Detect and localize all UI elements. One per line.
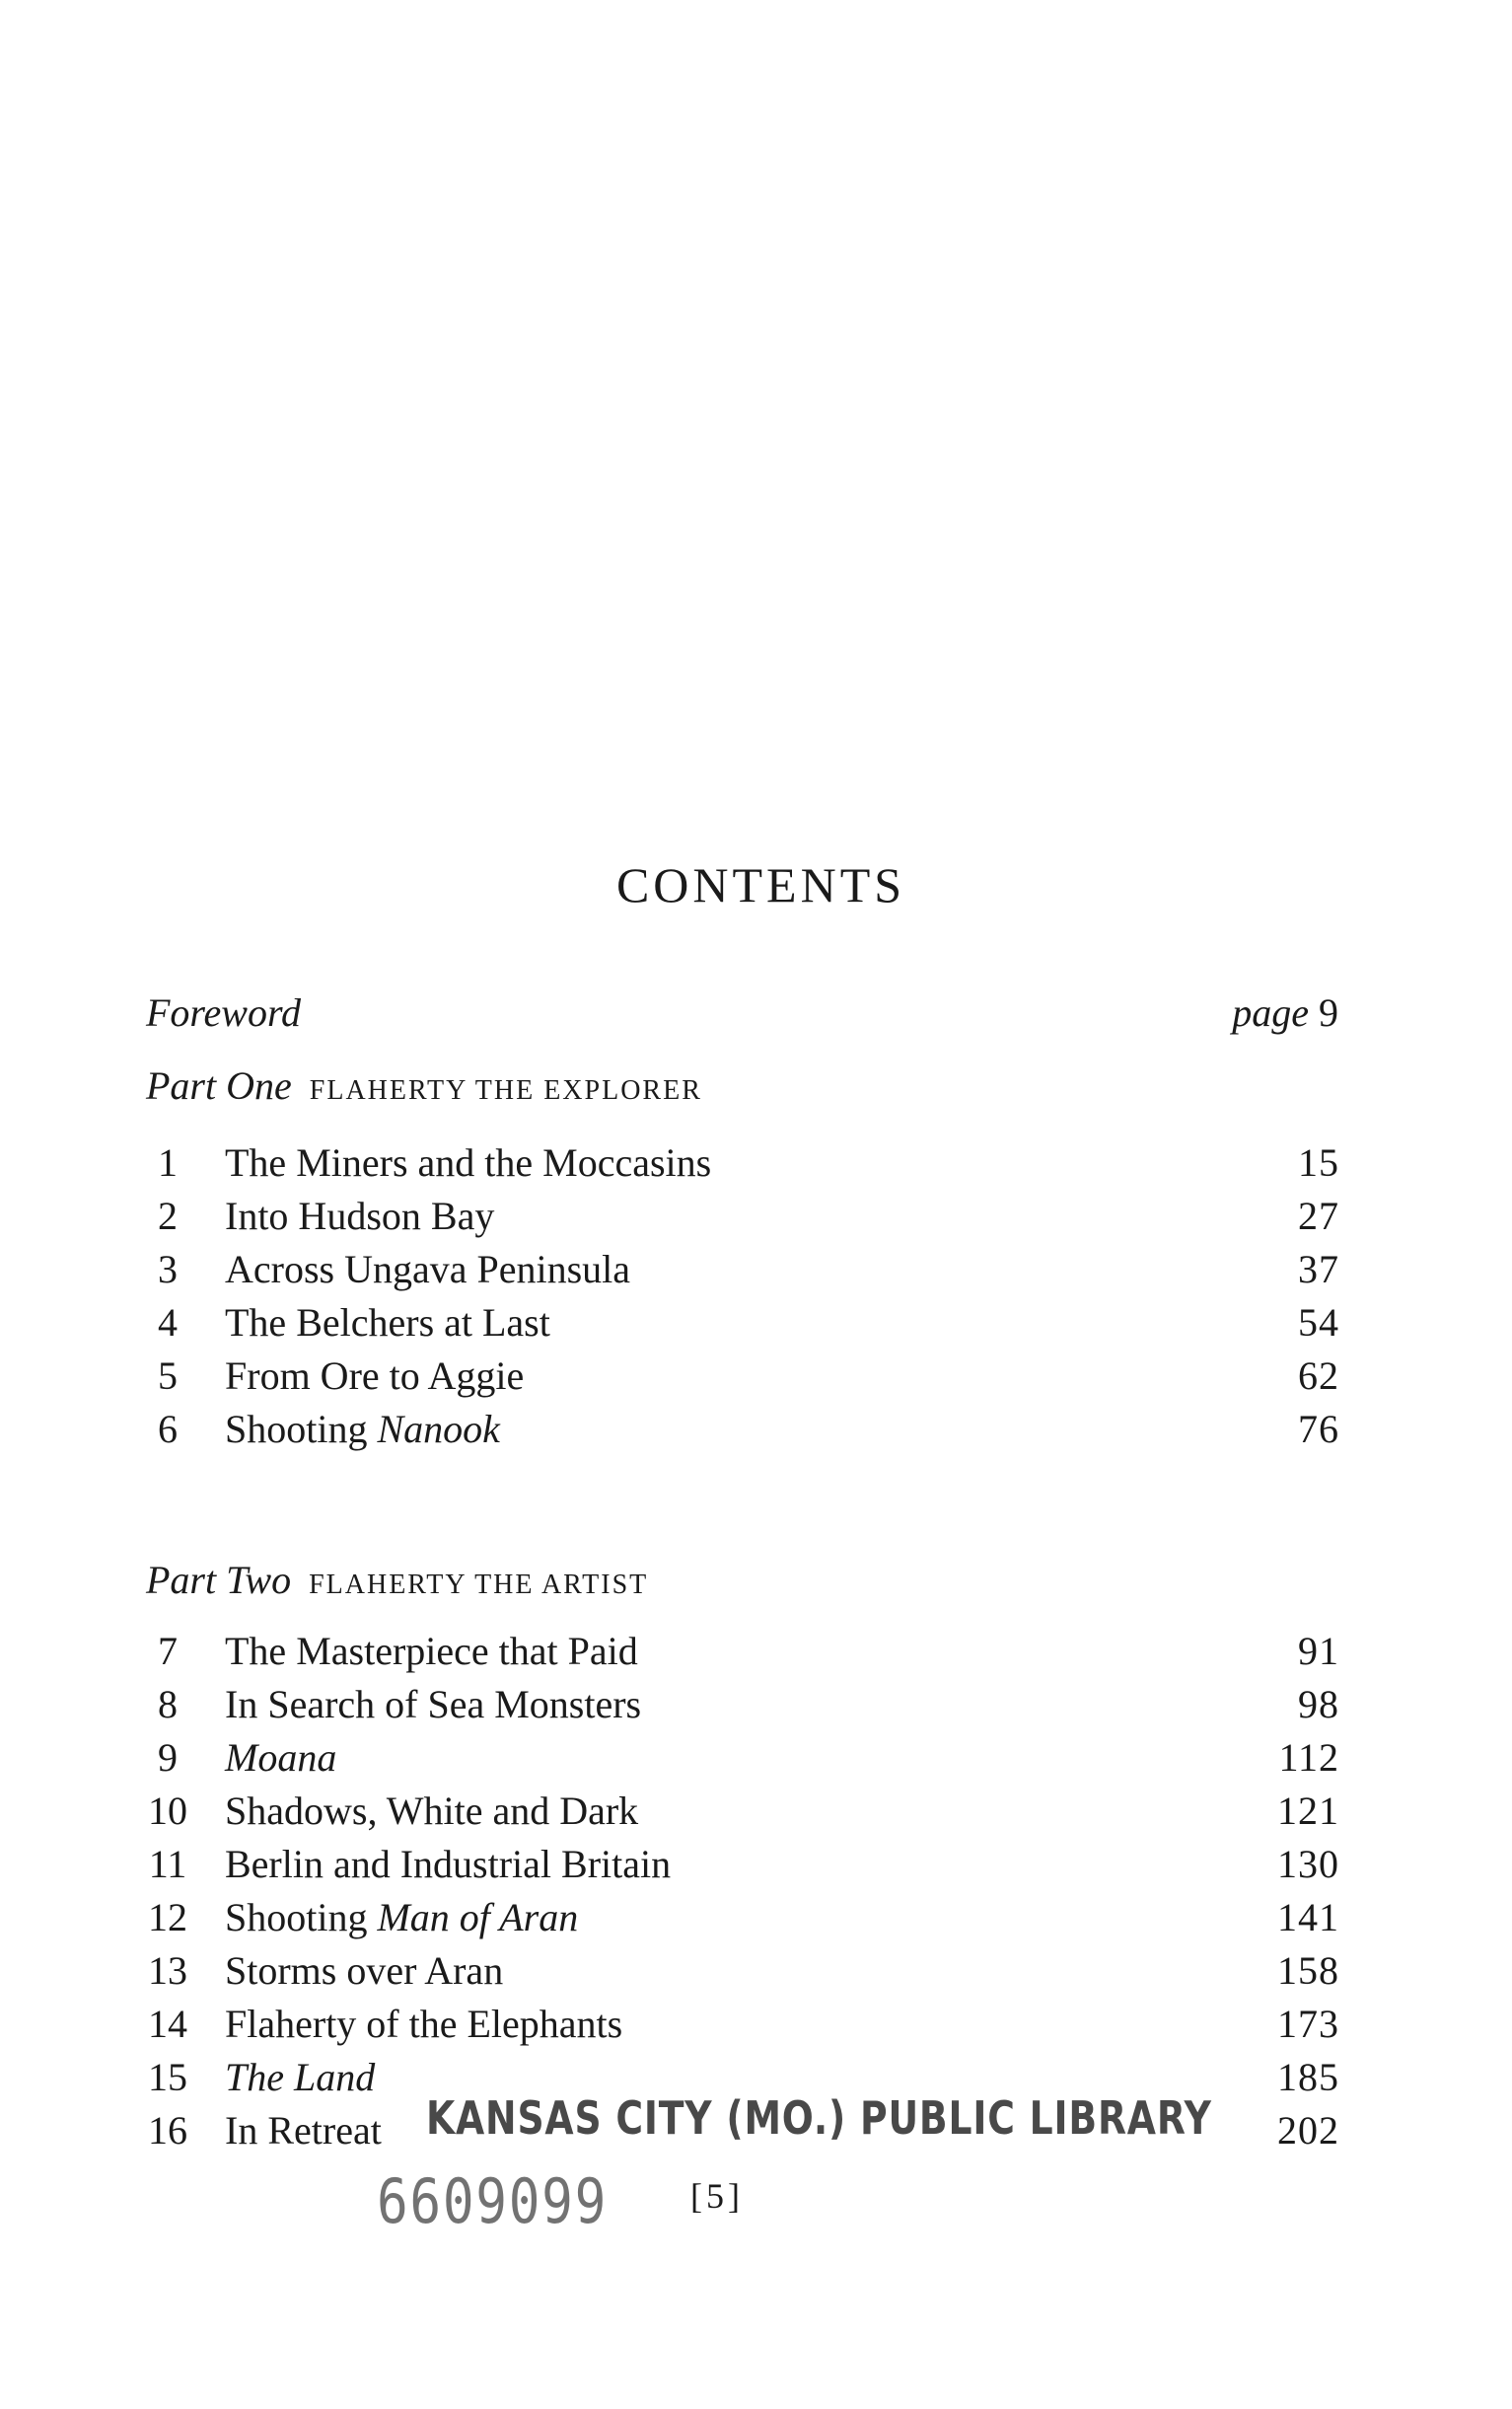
chapter-number: 13: [148, 1948, 187, 1993]
chapter-title: In Retreat: [225, 2108, 382, 2153]
chapter-number: 3: [158, 1247, 178, 1291]
chapter-page: 141: [1277, 1895, 1339, 1939]
part-one-name: FLAHERTY THE EXPLORER: [309, 1075, 702, 1106]
chapter-page: 112: [1278, 1735, 1339, 1780]
chapter-title-plain: Shooting: [225, 1895, 378, 1939]
toc-row: [0, 1947, 1512, 1999]
chapter-title: The Belchers at Last: [225, 1300, 550, 1345]
chapter-number: 4: [158, 1300, 178, 1345]
chapter-number: 11: [148, 1842, 187, 1886]
chapter-title: Shadows, White and Dark: [225, 1788, 639, 1833]
chapter-number: 16: [148, 2108, 187, 2153]
chapter-page: 15: [1298, 1140, 1339, 1185]
chapter-number: 15: [148, 2055, 187, 2099]
chapter-page: 158: [1277, 1948, 1339, 1993]
chapter-title: Into Hudson Bay: [225, 1194, 495, 1238]
toc-row: [0, 1299, 1512, 1350]
chapter-number: 8: [158, 1682, 178, 1726]
toc-row: [0, 1352, 1512, 1404]
chapter-title: [225, 1894, 578, 1940]
chapter-title-italic: Nanook: [377, 1407, 500, 1451]
chapter-title: Flaherty of the Elephants: [225, 2002, 623, 2046]
chapter-title: From Ore to Aggie: [225, 1353, 525, 1398]
chapter-page: 62: [1298, 1353, 1339, 1398]
part-two-heading: [146, 1557, 648, 1603]
foreword-page: [1232, 989, 1338, 1036]
toc-row: [0, 1681, 1512, 1732]
chapter-number: 7: [158, 1629, 178, 1673]
chapter-number: 5: [158, 1353, 178, 1398]
chapter-page: 27: [1298, 1194, 1339, 1238]
chapter-number: 14: [148, 2002, 187, 2046]
chapter-number: 10: [148, 1788, 187, 1833]
chapter-number: 12: [148, 1895, 187, 1939]
chapter-title: Across Ungava Peninsula: [225, 1247, 631, 1291]
page-title: CONTENTS: [615, 857, 906, 912]
chapter-page: 91: [1298, 1629, 1339, 1673]
part-one-label: Part One: [146, 1063, 292, 1108]
toc-row: [0, 1246, 1512, 1297]
chapter-title-plain: Shooting: [225, 1407, 378, 1451]
part-two-name: FLAHERTY THE ARTIST: [309, 1570, 649, 1600]
chapter-page: 121: [1277, 1788, 1339, 1833]
chapter-title: The Land: [225, 2055, 376, 2099]
chapter-page: 202: [1277, 2108, 1339, 2153]
toc-row: [0, 1734, 1512, 1786]
toc-row: [0, 1406, 1512, 1457]
toc-row: [0, 1841, 1512, 1892]
toc-row: [0, 1628, 1512, 1679]
library-stamp: KANSAS CITY (MO.) PUBLIC LIBRARY: [426, 2091, 1212, 2145]
chapter-page: 130: [1277, 1842, 1339, 1886]
toc-row: [0, 1788, 1512, 1839]
page-word: page: [1232, 990, 1309, 1035]
chapter-page: 185: [1277, 2055, 1339, 2099]
chapter-title: The Masterpiece that Paid: [225, 1629, 638, 1673]
chapter-number: 9: [158, 1735, 178, 1780]
page-folio: [5]: [690, 2176, 744, 2216]
chapter-page: 37: [1298, 1247, 1339, 1291]
chapter-page: 76: [1298, 1407, 1339, 1451]
chapter-number: 6: [158, 1407, 178, 1451]
chapter-page: 54: [1298, 1300, 1339, 1345]
toc-row: [0, 2001, 1512, 2052]
toc-row: [0, 1139, 1512, 1191]
toc-row: [0, 1193, 1512, 1244]
foreword-label: Foreword: [146, 990, 302, 1035]
chapter-title: In Search of Sea Monsters: [225, 1682, 642, 1726]
chapter-title: [225, 1406, 500, 1452]
part-one-heading: [146, 1062, 702, 1109]
part-two-label: Part Two: [146, 1558, 292, 1602]
chapter-title: Storms over Aran: [225, 1948, 504, 1993]
chapter-page: 98: [1298, 1682, 1339, 1726]
chapter-title: The Miners and the Moccasins: [225, 1140, 712, 1185]
chapter-title: Moana: [225, 1735, 337, 1780]
accession-number: 6609099: [377, 2165, 609, 2237]
chapter-page: 173: [1277, 2002, 1339, 2046]
chapter-title: Berlin and Industrial Britain: [225, 1842, 672, 1886]
chapter-title-italic: Man of Aran: [377, 1895, 579, 1939]
toc-row: [0, 1894, 1512, 1945]
foreword-page-number: 9: [1319, 990, 1338, 1035]
chapter-number: 2: [158, 1194, 178, 1238]
chapter-number: 1: [158, 1140, 178, 1185]
